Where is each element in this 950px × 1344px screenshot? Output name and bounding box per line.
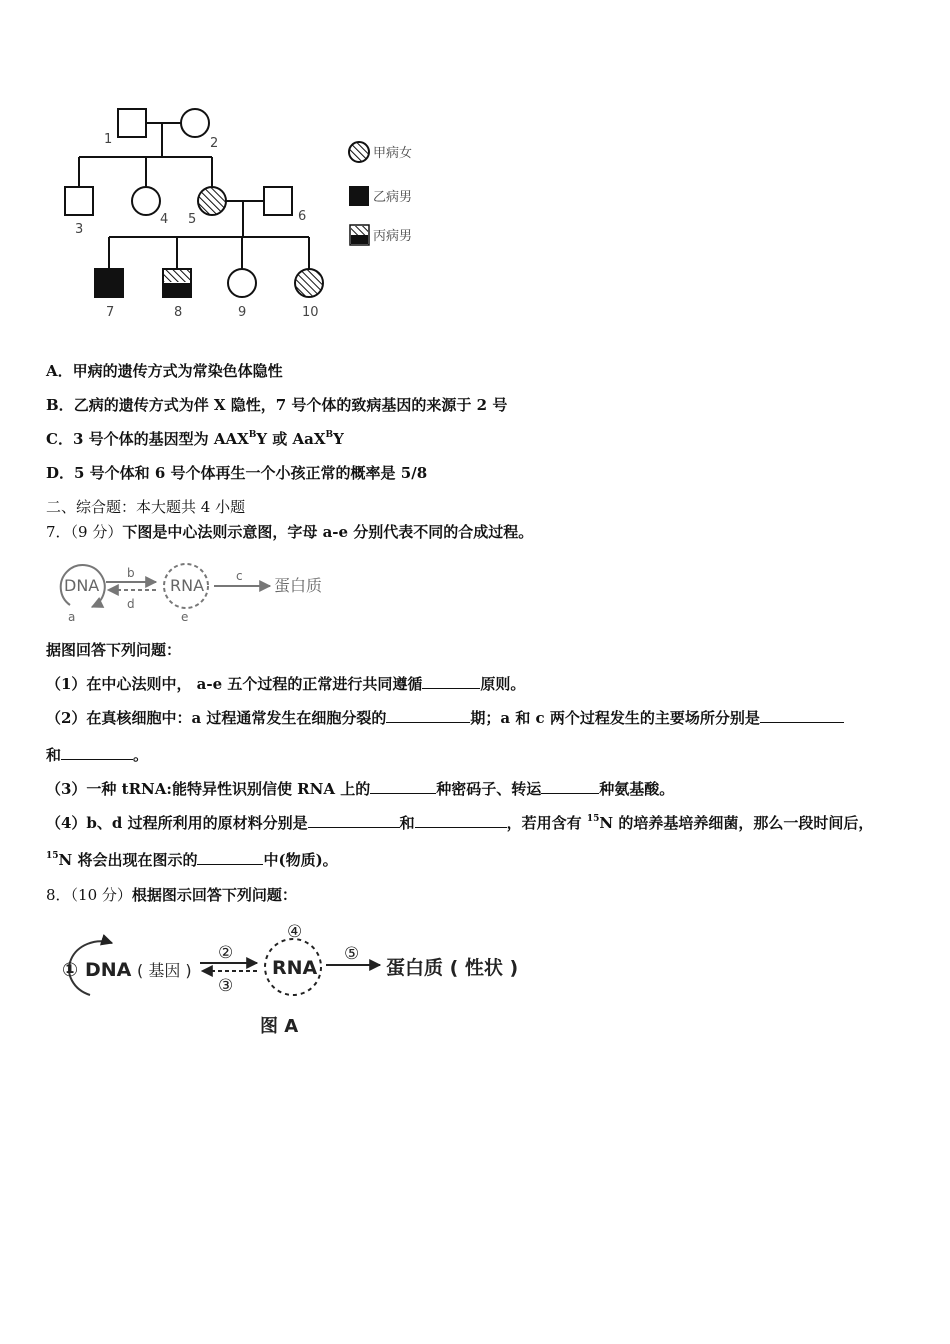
individual-3 [65, 187, 93, 215]
svg-text:d: d [127, 597, 135, 611]
svg-text:③: ③ [218, 976, 234, 996]
label-6: 6 [298, 209, 307, 224]
q7-stem: 7．（9 分）下图是中心法则示意图，字母 a-e 分别代表不同的合成过程。 [46, 523, 534, 541]
label-9: 9 [238, 305, 247, 320]
svg-text:e: e [181, 610, 189, 624]
label-3: 3 [75, 222, 84, 237]
svg-text:b: b [127, 566, 135, 580]
option-c: C．3 号个体的基因型为 $AAX^BY$ 或 AaX$^B$Y [46, 430, 344, 448]
label-7: 7 [106, 305, 115, 320]
q7-part3: （3）一种 tRNA:能特异性识别信使 RNA 上的 种密码子、转运 种氨基酸。 [46, 780, 675, 798]
protein-label: 蛋白质 [274, 576, 323, 595]
label-5: 5 [188, 212, 197, 227]
dna-label: DNA [64, 576, 100, 595]
q7-part1: （1）在中心法则中， a-e 五个过程的正常进行共同遵循 原则。 [46, 675, 526, 693]
central-dogma-diagram [48, 555, 348, 625]
option-d: D．5 号个体和 6 号个体再生一个小孩正常的概率是 5/8 [46, 464, 428, 482]
label-4: 4 [160, 212, 169, 227]
individual-4 [132, 187, 160, 215]
svg-text:⑤: ⑤ [344, 944, 360, 964]
q7-part2: （2）在真核细胞中：a 过程通常发生在细胞分裂的 期；a 和 c 两个过程发生的主要场所分别是 [46, 708, 844, 728]
protein-label: 蛋白质 ( 性状 ) [386, 957, 519, 979]
gene-label: ( 基因 ) [137, 961, 192, 980]
svg-text:c: c [236, 569, 243, 583]
individual-2 [181, 109, 209, 137]
option-a: A．甲病的遗传方式为常染色体隐性 [46, 362, 283, 380]
legend-label-3: 丙病男 [373, 229, 413, 244]
circle-one: ① [62, 959, 79, 981]
individual-10 [295, 269, 323, 297]
q7-intro: 据图回答下列问题： [46, 641, 182, 659]
svg-text:②: ② [218, 943, 234, 963]
q7-part2-cont: 和 。 [46, 746, 149, 764]
q7-part4-cont: $^{15}$N 将会出现在图示的 中(物质)。 [46, 851, 338, 869]
option-b: B．乙病的遗传方式为伴 X 隐性，7 号个体的致病基因的来源于 2 号 [46, 396, 508, 414]
individual-7 [95, 269, 123, 297]
q8-stem: 8．（10 分）根据图示回答下列问题： [46, 886, 297, 904]
legend-hatched-female-icon [349, 142, 369, 162]
rna-label: RNA [272, 957, 318, 979]
figure-a-diagram [52, 915, 552, 1045]
individual-5 [198, 187, 226, 215]
dna-label: DNA [85, 959, 132, 981]
individual-6 [264, 187, 292, 215]
legend-label-1: 甲病女 [373, 146, 413, 161]
label-2: 2 [210, 136, 219, 151]
svg-text:④: ④ [287, 922, 303, 942]
individual-9 [228, 269, 256, 297]
section-heading: 二、综合题：本大题共 4 小题 [46, 498, 246, 516]
label-8: 8 [174, 305, 183, 320]
pedigree-chart [40, 95, 440, 325]
q7-part4: （4）b、d 过程所利用的原材料分别是 和 ，若用含有 $^{15}$N 的培养基培养细菌，那么一段时间后， [46, 814, 874, 832]
label-1: 1 [104, 132, 113, 147]
legend-label-2: 乙病男 [373, 190, 413, 205]
individual-1 [118, 109, 146, 137]
rna-label: RNA [170, 576, 205, 595]
figure-caption: 图 A [260, 1016, 299, 1037]
label-10: 10 [302, 305, 319, 320]
legend-black-male-icon [349, 186, 369, 206]
svg-text:a: a [68, 610, 76, 624]
